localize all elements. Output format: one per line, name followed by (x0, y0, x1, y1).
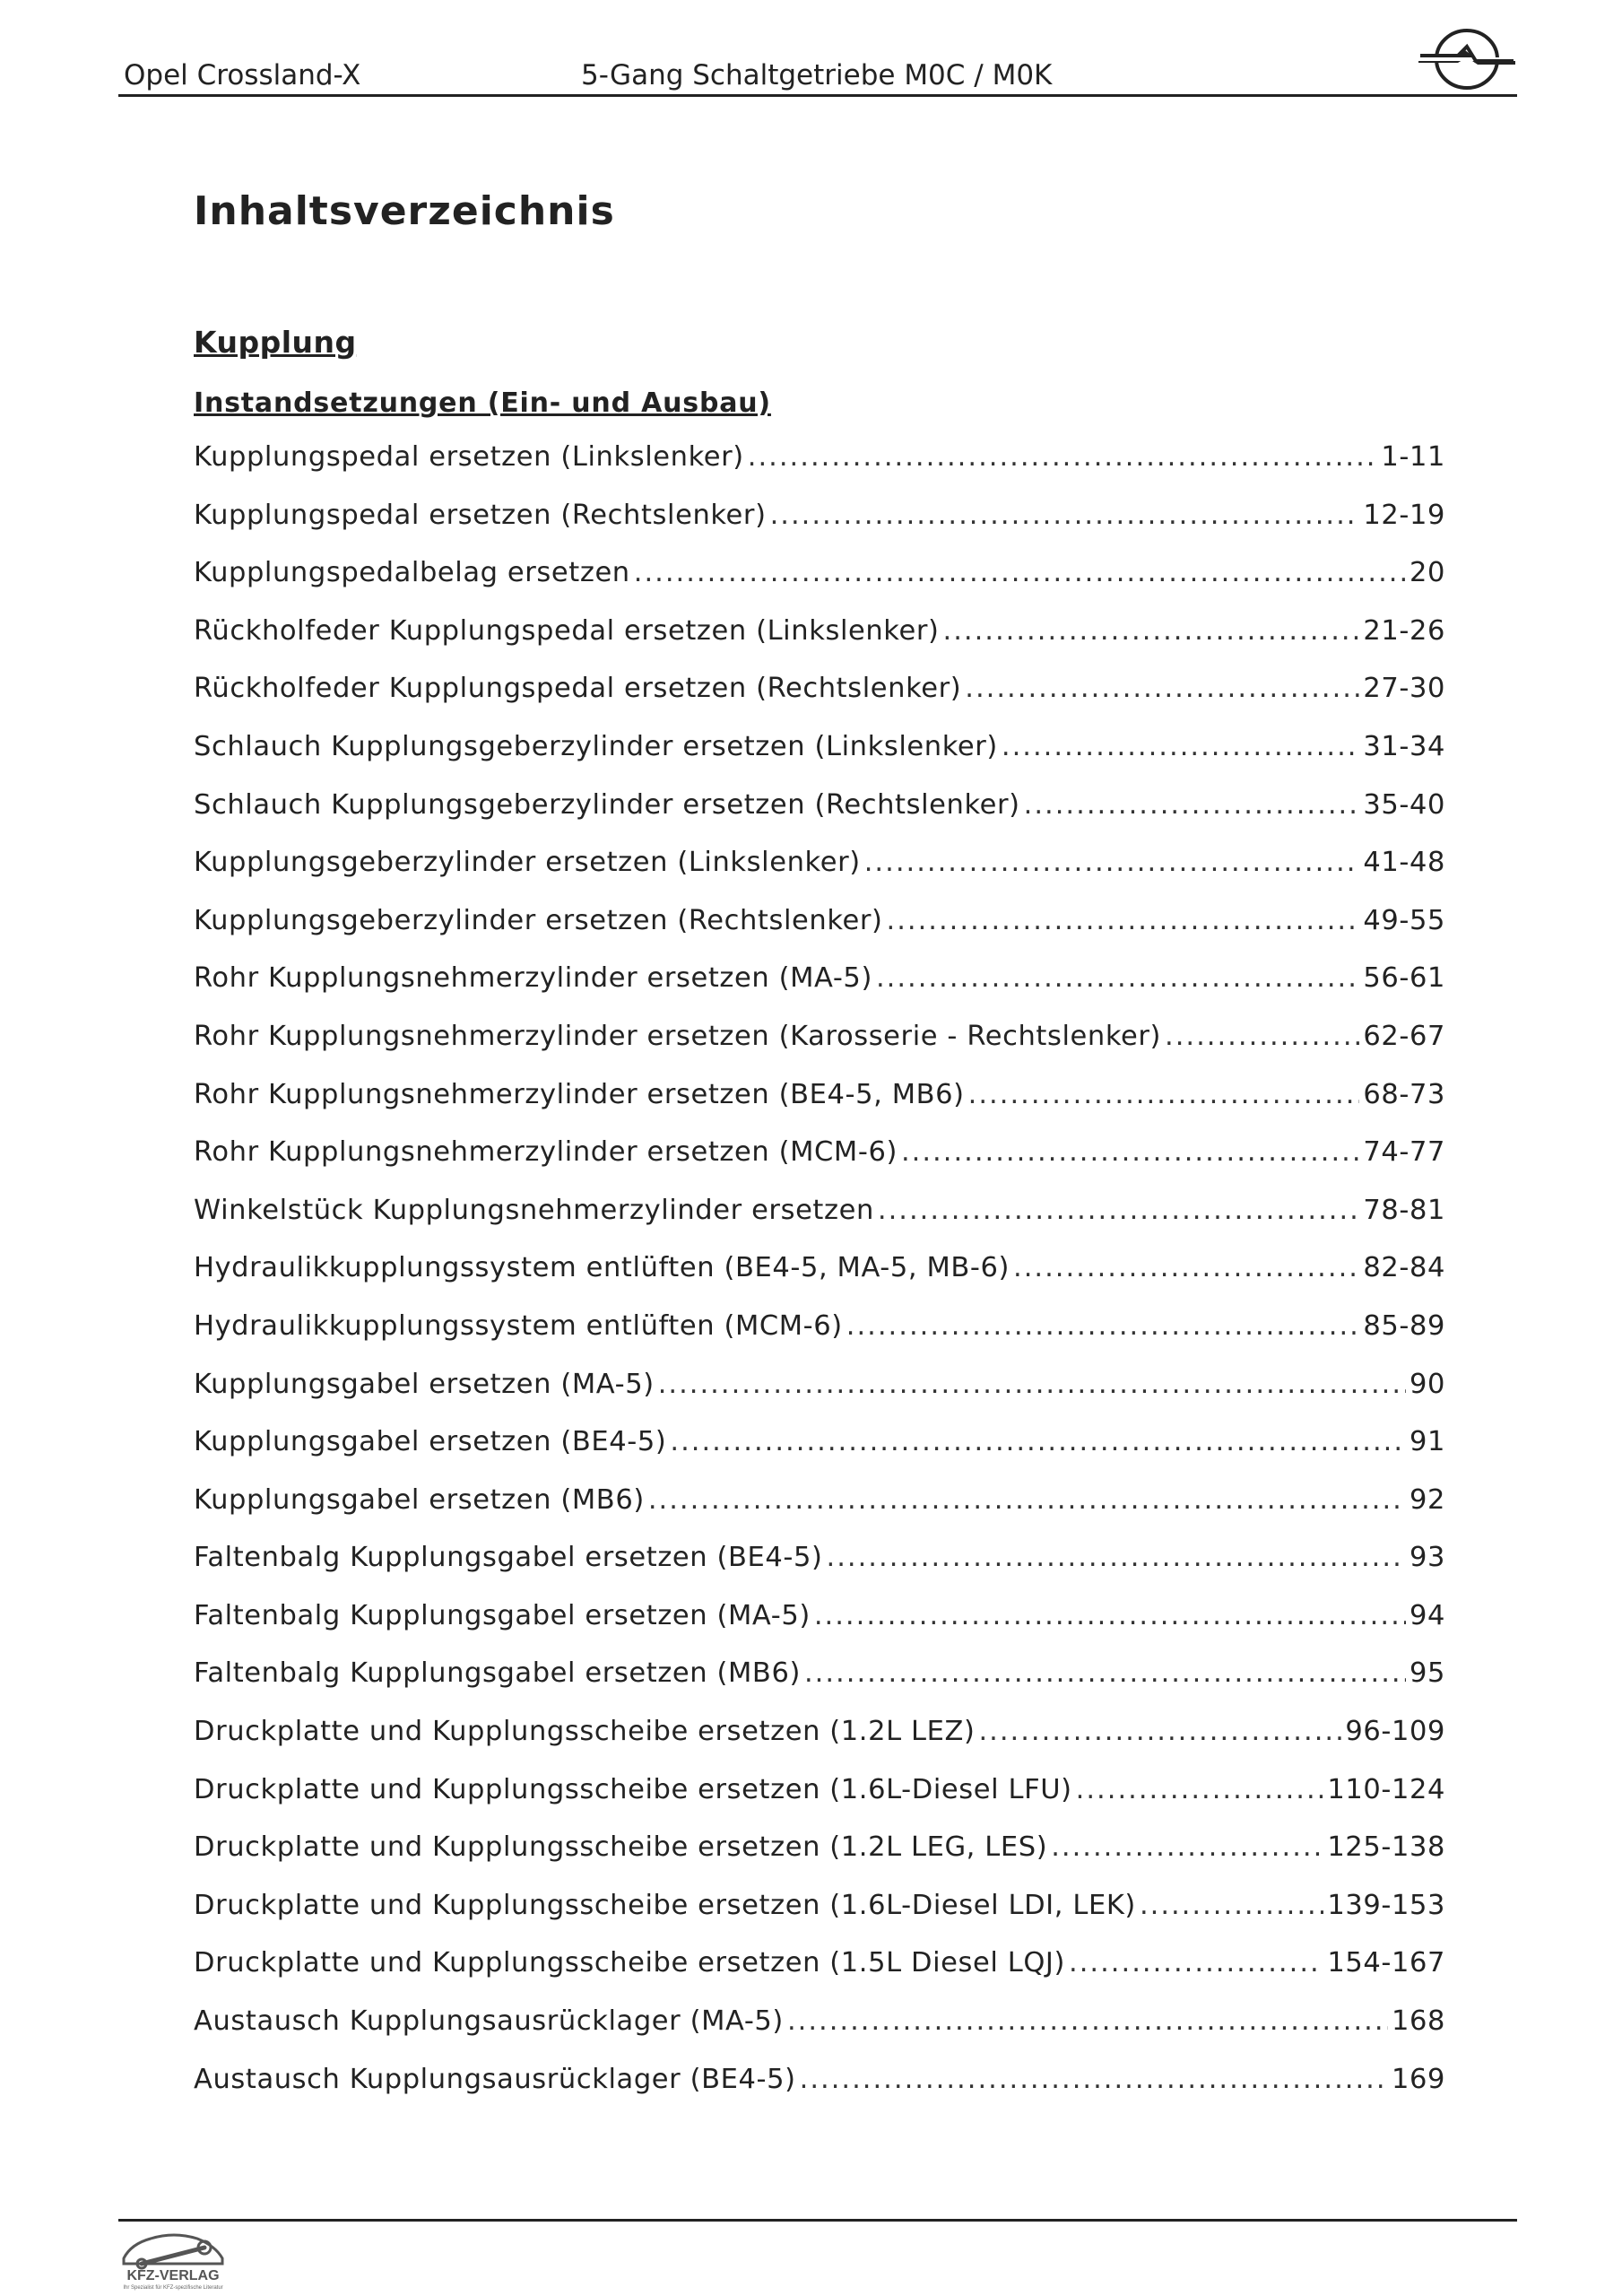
footer-rule (118, 2219, 1517, 2222)
toc-entry-label: Winkelstück Kupplungsnehmerzylinder ersetzen (194, 1194, 874, 1226)
toc-entry-label: Schlauch Kupplungsgeberzylinder ersetzen (Rechtslenker) (194, 788, 1020, 821)
toc-entry-page: 27-30 (1363, 673, 1445, 705)
toc-entry-label: Faltenbalg Kupplungsgabel ersetzen (MA-5) (194, 1599, 811, 1631)
toc-entry-label: Druckplatte und Kupplungsscheibe ersetzen (1.2L LEZ) (194, 1716, 976, 1748)
toc-dot-leader (878, 1195, 1359, 1226)
toc-entry-page: 85-89 (1363, 1309, 1445, 1342)
toc-entry-label: Kupplungspedalbelag ersetzen (194, 557, 630, 589)
subsection-heading: Instandsetzungen (Ein- und Ausbau) (194, 387, 771, 419)
toc-entry-page: 154-167 (1327, 1947, 1445, 1979)
toc-dot-leader (1051, 1831, 1323, 1863)
toc-entry-page: 92 (1409, 1483, 1445, 1516)
toc-entry-page: 169 (1391, 2063, 1445, 2095)
kfz-verlag-logo-text: KFZ-VERLAG (126, 2268, 220, 2283)
toc-entry-page: 49-55 (1363, 904, 1445, 936)
toc-dot-leader (748, 441, 1378, 473)
toc-entry-label: Rohr Kupplungsnehmerzylinder ersetzen (Karosserie - Rechtslenker) (194, 1020, 1162, 1052)
toc-entry[interactable] (194, 1947, 1445, 2005)
kfz-verlag-logo (115, 2222, 231, 2291)
toc-entry-page: 56-61 (1363, 962, 1445, 995)
toc-entry-label: Kupplungspedal ersetzen (Rechtslenker) (194, 499, 767, 531)
toc-entry-page: 168 (1391, 2005, 1445, 2038)
toc-dot-leader (965, 673, 1359, 704)
toc-entry[interactable] (194, 1600, 1445, 1658)
toc-dot-leader (864, 847, 1360, 878)
toc-entry-page: 12-19 (1363, 499, 1445, 531)
toc-entry-label: Druckplatte und Kupplungsscheibe ersetzen (1.2L LEG, LES) (194, 1831, 1048, 1864)
toc-entry[interactable] (194, 962, 1445, 1021)
page-title: Inhaltsverzeichnis (194, 188, 615, 234)
toc-entry[interactable] (194, 1252, 1445, 1310)
toc-entry[interactable] (194, 1136, 1445, 1195)
toc-dot-leader (1024, 789, 1360, 821)
toc-entry-page: 90 (1409, 1368, 1445, 1400)
toc-entry-page: 62-67 (1363, 1020, 1445, 1052)
toc-entry[interactable] (194, 1657, 1445, 1716)
toc-dot-leader (943, 615, 1360, 647)
toc-entry-page: 91 (1409, 1426, 1445, 1458)
toc-entry[interactable] (194, 1079, 1445, 1137)
toc-entry[interactable] (194, 1484, 1445, 1543)
page-header (118, 52, 1517, 97)
toc-dot-leader (846, 1310, 1360, 1342)
toc-entry-label: Hydraulikkupplungssystem entlüften (MCM-6) (194, 1309, 843, 1342)
toc-entry-label: Faltenbalg Kupplungsgabel ersetzen (BE4-5) (194, 1542, 823, 1574)
toc-dot-leader (827, 1542, 1406, 1573)
toc-entry[interactable] (194, 1195, 1445, 1253)
toc-entry[interactable] (194, 557, 1445, 615)
toc-entry[interactable] (194, 500, 1445, 558)
toc-entry-label: Kupplungsgabel ersetzen (BE4-5) (194, 1426, 667, 1458)
toc-entry-page: 96-109 (1345, 1716, 1445, 1748)
toc-dot-leader (787, 2005, 1388, 2037)
toc-entry-page: 20 (1409, 557, 1445, 589)
toc-entry-label: Kupplungsgeberzylinder ersetzen (Linkslenker) (194, 847, 861, 879)
toc-dot-leader (876, 962, 1359, 994)
opel-logo-icon (1415, 27, 1519, 91)
toc-entry-page: 31-34 (1363, 730, 1445, 762)
header-vehicle-title: Opel Crossland-X (124, 59, 361, 91)
toc-dot-leader (658, 1369, 1406, 1400)
toc-entry-label: Kupplungsgeberzylinder ersetzen (Rechtslenker) (194, 904, 883, 936)
toc-entry-label: Hydraulikkupplungssystem entlüften (BE4-5, MA-5, MB-6) (194, 1252, 1010, 1284)
toc-dot-leader (670, 1426, 1406, 1457)
toc-entry-label: Austausch Kupplungsausrücklager (MA-5) (194, 2005, 784, 2038)
toc-entry-label: Rohr Kupplungsnehmerzylinder ersetzen (MA-5) (194, 962, 872, 995)
toc-entry[interactable] (194, 847, 1445, 905)
toc-entry[interactable] (194, 1542, 1445, 1600)
toc-entry-page: 125-138 (1327, 1831, 1445, 1864)
toc-entry[interactable] (194, 2064, 1445, 2122)
toc-entry-page: 74-77 (1363, 1136, 1445, 1169)
toc-entry[interactable] (194, 731, 1445, 789)
toc-dot-leader (887, 905, 1360, 936)
toc-entry[interactable] (194, 1716, 1445, 1774)
toc-entry[interactable] (194, 905, 1445, 963)
toc-entry-page: 82-84 (1363, 1252, 1445, 1284)
toc-dot-leader (1140, 1890, 1323, 1921)
toc-dot-leader (634, 557, 1406, 588)
toc-entry-label: Rohr Kupplungsnehmerzylinder ersetzen (MCM-6) (194, 1136, 898, 1169)
toc-entry[interactable] (194, 1831, 1445, 1890)
toc-dot-leader (1069, 1947, 1323, 1979)
toc-entry[interactable] (194, 1426, 1445, 1484)
toc-entry[interactable] (194, 1774, 1445, 1832)
header-document-title: 5-Gang Schaltgetriebe M0C / M0K (581, 59, 1053, 91)
toc-dot-leader (814, 1600, 1406, 1631)
toc-entry-label: Schlauch Kupplungsgeberzylinder ersetzen (Linkslenker) (194, 730, 998, 762)
toc-entry[interactable] (194, 673, 1445, 731)
toc-entry-label: Austausch Kupplungsausrücklager (BE4-5) (194, 2063, 796, 2095)
toc-entry[interactable] (194, 1369, 1445, 1427)
toc-entry-page: 94 (1409, 1599, 1445, 1631)
toc-entry[interactable] (194, 615, 1445, 674)
toc-dot-leader (1013, 1252, 1359, 1283)
toc-list (194, 441, 1445, 2121)
toc-dot-leader (901, 1136, 1359, 1168)
toc-dot-leader (804, 1657, 1406, 1689)
toc-entry[interactable] (194, 441, 1445, 500)
toc-dot-leader (968, 1079, 1360, 1110)
toc-entry-page: 41-48 (1363, 847, 1445, 879)
header-rule (118, 94, 1517, 97)
toc-entry-page: 78-81 (1363, 1194, 1445, 1226)
toc-dot-leader (1076, 1774, 1324, 1805)
toc-entry-page: 68-73 (1363, 1078, 1445, 1110)
toc-entry-page: 35-40 (1363, 788, 1445, 821)
toc-dot-leader (978, 1716, 1341, 1747)
toc-entry-page: 21-26 (1363, 614, 1445, 647)
toc-entry-page: 95 (1409, 1657, 1445, 1690)
toc-entry-label: Druckplatte und Kupplungsscheibe ersetzen (1.6L-Diesel LFU) (194, 1773, 1072, 1805)
toc-dot-leader (1165, 1021, 1359, 1052)
toc-entry-page: 110-124 (1327, 1773, 1445, 1805)
toc-dot-leader (770, 500, 1360, 531)
toc-entry[interactable] (194, 2005, 1445, 2064)
toc-entry-label: Rohr Kupplungsnehmerzylinder ersetzen (BE4-5, MB6) (194, 1078, 965, 1110)
toc-entry-label: Kupplungspedal ersetzen (Linkslenker) (194, 441, 744, 473)
toc-entry-page: 93 (1409, 1542, 1445, 1574)
toc-entry[interactable] (194, 789, 1445, 848)
toc-entry[interactable] (194, 1021, 1445, 1079)
toc-dot-leader (1002, 731, 1359, 762)
section-heading: Kupplung (194, 325, 357, 360)
toc-entry[interactable] (194, 1310, 1445, 1369)
toc-entry-label: Kupplungsgabel ersetzen (MB6) (194, 1483, 645, 1516)
toc-entry-label: Druckplatte und Kupplungsscheibe ersetzen (1.6L-Diesel LDI, LEK) (194, 1889, 1136, 1921)
toc-entry-label: Kupplungsgabel ersetzen (MA-5) (194, 1368, 655, 1400)
toc-entry-page: 139-153 (1327, 1889, 1445, 1921)
toc-dot-leader (800, 2064, 1388, 2095)
toc-entry-label: Druckplatte und Kupplungsscheibe ersetzen (1.5L Diesel LQJ) (194, 1947, 1066, 1979)
toc-entry[interactable] (194, 1890, 1445, 1948)
toc-entry-label: Rückholfeder Kupplungspedal ersetzen (Rechtslenker) (194, 673, 962, 705)
kfz-verlag-logo-tagline: Ihr Spezialist für KFZ-spezifische Literatur (123, 2285, 223, 2291)
toc-dot-leader (648, 1484, 1406, 1516)
toc-entry-label: Rückholfeder Kupplungspedal ersetzen (Linkslenker) (194, 614, 940, 647)
toc-entry-page: 1-11 (1381, 441, 1445, 473)
toc-entry-label: Faltenbalg Kupplungsgabel ersetzen (MB6) (194, 1657, 801, 1690)
